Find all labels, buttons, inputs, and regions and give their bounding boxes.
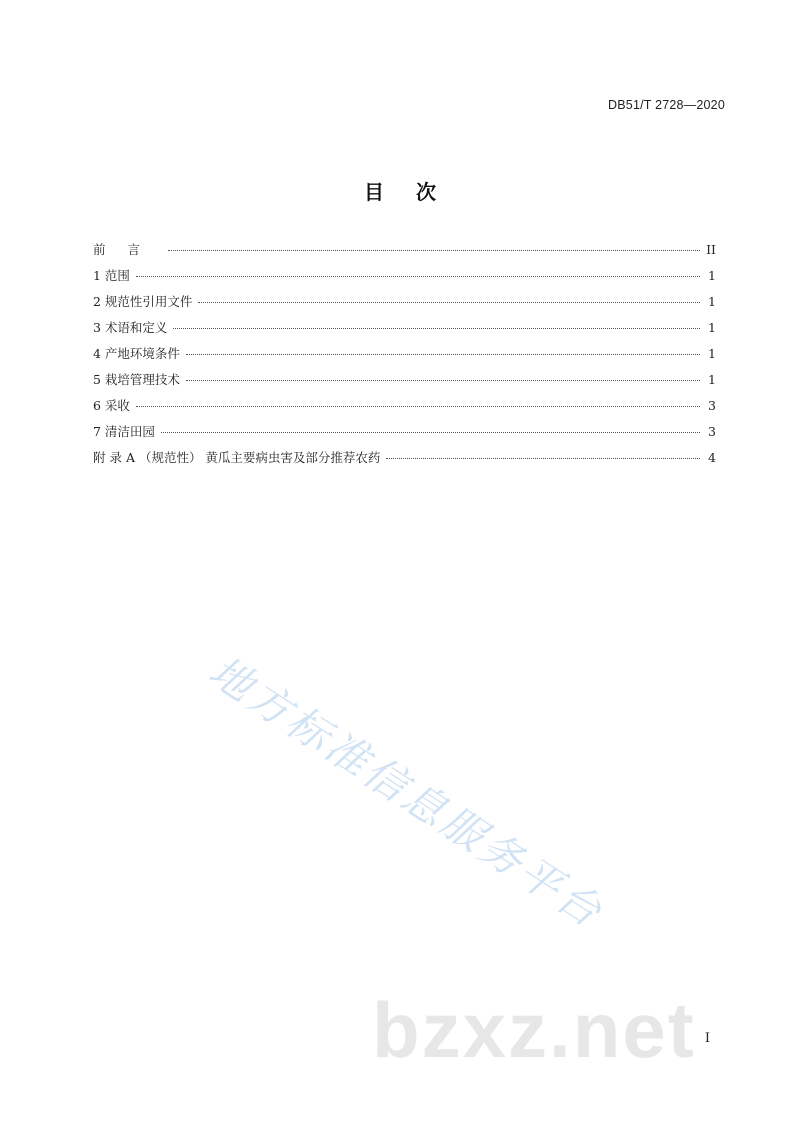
toc-entry-harvest[interactable] — [93, 396, 716, 422]
toc-entry-label: 2 规范性引用文件 — [93, 294, 193, 309]
toc-entry-label: 附 录 A （规范性） 黄瓜主要病虫害及部分推荐农药 — [93, 450, 381, 465]
table-of-contents — [93, 240, 716, 474]
toc-entry-label: 5 栽培管理技术 — [93, 372, 180, 387]
document-code: DB51/T 2728—2020 — [608, 98, 725, 112]
toc-entry-scope[interactable] — [93, 266, 716, 292]
toc-entry-page: 1 — [708, 372, 716, 387]
platform-watermark: 地方标准信息服务平台 — [200, 646, 613, 938]
dot-leader — [186, 380, 700, 381]
toc-entry-label: 前言 — [93, 242, 163, 257]
toc-entry-foreword[interactable] — [93, 240, 716, 266]
toc-entry-label: 4 产地环境条件 — [93, 346, 180, 361]
toc-entry-terms-definitions[interactable] — [93, 318, 716, 344]
toc-entry-page: II — [706, 242, 716, 257]
toc-entry-page: 1 — [708, 294, 716, 309]
toc-entry-cultivation[interactable] — [93, 370, 716, 396]
toc-entry-field-cleaning[interactable] — [93, 422, 716, 448]
toc-entry-normative-references[interactable] — [93, 292, 716, 318]
toc-entry-label: 3 术语和定义 — [93, 320, 168, 335]
toc-entry-page: 3 — [708, 398, 716, 413]
toc-entry-page: 3 — [708, 424, 716, 439]
toc-title: 目次 — [364, 180, 468, 204]
toc-entry-page: 1 — [708, 346, 716, 361]
dot-leader — [168, 250, 700, 251]
dot-leader — [198, 302, 700, 303]
dot-leader — [186, 354, 700, 355]
dot-leader — [136, 406, 700, 407]
dot-leader — [136, 276, 700, 277]
dot-leader — [386, 458, 700, 459]
toc-entry-page: 1 — [708, 320, 716, 335]
site-watermark: bzxz.net — [372, 986, 696, 1074]
toc-entry-label: 6 采收 — [93, 398, 130, 413]
page-number: I — [704, 1031, 710, 1046]
toc-entry-label: 7 清洁田园 — [93, 424, 155, 439]
toc-entry-appendix-a[interactable] — [93, 448, 716, 474]
dot-leader — [173, 328, 700, 329]
toc-entry-page: 1 — [708, 268, 716, 283]
dot-leader — [161, 432, 700, 433]
toc-entry-page: 4 — [708, 450, 716, 465]
toc-entry-environment[interactable] — [93, 344, 716, 370]
toc-entry-label: 1 范围 — [93, 268, 130, 283]
